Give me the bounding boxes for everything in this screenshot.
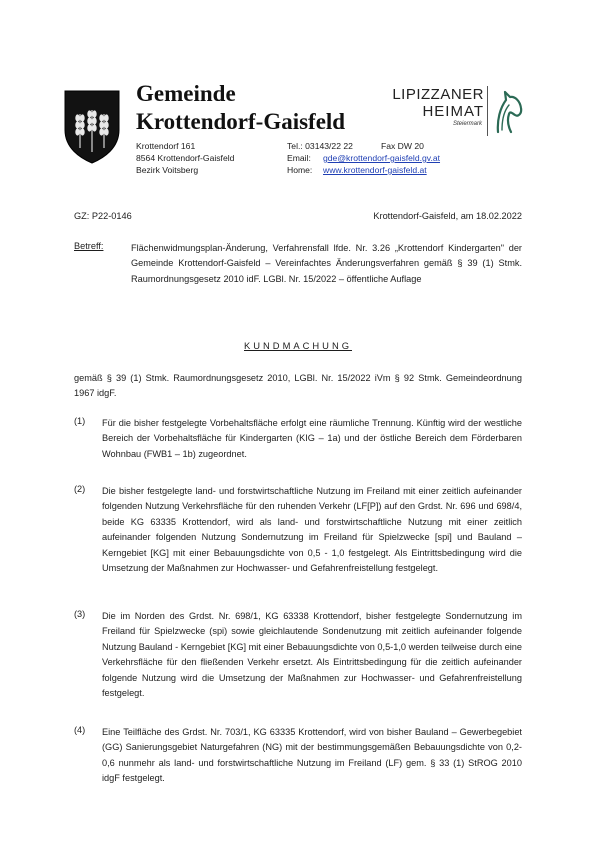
address-city: 8564 Krottendorf-Gaisfeld xyxy=(136,153,235,163)
list-item xyxy=(74,416,522,462)
municipality-name-line1: Gemeinde xyxy=(136,81,236,106)
homepage-label: Home: xyxy=(287,165,313,175)
item-text: Die im Norden des Grdst. Nr. 698/1, KG 63338 Krottendorf, bisher festgelegte Sondernutzung im Freiland für Spielzwecke (spi) sowie gleichlautende Sondenutzung mit zeitlich aufeinander folgende Nutzung Bauland - Kerngebiet [KG] mit einer Bebauungsdichte von 0,5-1,0 werden teilweise durch eine Verkehrsfläche für den fließenden Verkehr ersetzt. Als Eintrittsbedingung für die zeitlich aufeinander folgende Nutzung wird die Umsetzung der Maßnahmen zur Hochwasser- und Gefahrenfreistellung festgelegt. xyxy=(102,611,522,699)
address-district: Bezirk Voitsberg xyxy=(136,165,199,175)
item-text: Die bisher festgelegte land- und forstwirtschaftliche Nutzung im Freiland mit einer zeitlich aufeinander folgenden Nutzung Verkehrsfläche für den ruhenden Verkehr (LF[P]) auf den Grdst. Nr. 696 und 698/4, beide KG 63335 Krottendorf, wird als land- und forstwirtschaftliche Nutzung mit einer zeitlich aufeinander folgenden Nutzung Sondernutzung im Freiland für Spielzwecke [spi] und Bauland – Kerngebiet [KG] mit einer Bebauungsdichte von 0,5 - 1,0 festgelegt. Als Eintrittsbedingung wird die Umsetzung der Maßnahmen zur Hochwasser- und Gefahrenfreistellung festgelegt. xyxy=(102,486,522,574)
fax: Fax DW 20 xyxy=(380,141,424,151)
logo-text-line2: HEIMAT xyxy=(422,103,484,120)
list-item xyxy=(74,725,522,787)
logo-divider xyxy=(487,86,488,136)
contact-block xyxy=(287,140,440,176)
item-text: Eine Teilfläche des Grdst. Nr. 703/1, KG 63335 Krottendorf, wird von bisher Bauland – Gewerbegebiet (GG) Sanierungsgebiet Naturgefahren (NG) mit der bestimmungsgemäßen Bebauungsdichte von 0,2-0,6 nunmehr als land- und forstwirtschaftliche Nutzung im Freiland (LF) gem. § 33 (1) StROG 2010 idgF festgelegt. xyxy=(102,727,522,784)
lipizzaner-heimat-logo xyxy=(376,84,526,144)
horse-head-icon xyxy=(492,86,524,134)
logo-text-line3: Steiermark xyxy=(452,121,482,127)
item-number: (4) xyxy=(74,725,86,735)
place-and-date: Krottendorf-Gaisfeld, am 18.02.2022 xyxy=(373,211,522,221)
subject-label: Betreff: xyxy=(74,241,104,251)
telephone: Tel.: 03143/22 22 xyxy=(287,141,353,151)
municipality-name-line2: Krottendorf-Gaisfeld xyxy=(136,109,346,134)
municipality-name xyxy=(136,80,345,136)
homepage-link[interactable]: www.krottendorf-gaisfeld.at xyxy=(323,165,427,175)
item-number: (3) xyxy=(74,609,86,619)
item-number: (2) xyxy=(74,484,86,494)
logo-text-line1: LIPIZZANER xyxy=(392,86,484,103)
list-item xyxy=(74,609,522,701)
municipal-crest-icon xyxy=(64,90,120,164)
postal-address xyxy=(136,140,234,176)
email-link[interactable]: gde@krottendorf-gaisfeld.gv.at xyxy=(323,153,441,163)
document-heading: KUNDMACHUNG xyxy=(244,340,352,351)
item-number: (1) xyxy=(74,416,86,426)
email-label: Email: xyxy=(287,153,311,163)
file-reference: GZ: P22-0146 xyxy=(74,211,132,221)
list-item xyxy=(74,484,522,576)
item-text: Für die bisher festgelegte Vorbehaltsfläche erfolgt eine räumliche Trennung. Künftig wird der westliche Bereich der Vorbehaltsfläche für Kindergarten (KIG – 1a) und der östliche Bereich dem Förderbaren Wohnbau (FWB1 – 1b) zugeordnet. xyxy=(102,418,522,459)
address-street: Krottendorf 161 xyxy=(136,141,196,151)
legal-basis-paragraph: gemäß § 39 (1) Stmk. Raumordnungsgesetz 2010, LGBl. Nr. 15/2022 iVm § 92 Stmk. Gemeindeordnung 1967 idgF. xyxy=(74,373,522,399)
subject-text: Flächenwidmungsplan-Änderung, Verfahrensfall lfde. Nr. 3.26 „Krottendorf Kindergarten" der Gemeinde Krottendorf-Gaisfeld – Vereinfachtes Änderungsverfahren gemäß § 39 (1) Stmk. Raumordnungsgesetz 2010 idF. LGBl. Nr. 15/2022 – öffentliche Auflage xyxy=(131,243,522,284)
